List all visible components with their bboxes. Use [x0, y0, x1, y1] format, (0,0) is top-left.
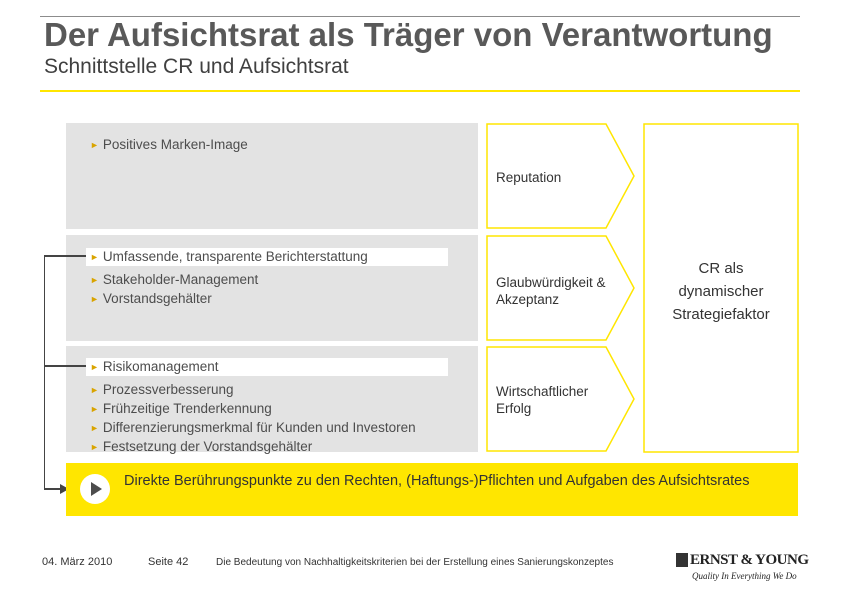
chevron-label-akzeptanz: Glaubwürdigkeit & Akzeptanz: [496, 275, 606, 307]
bullet-list-akzeptanz: [90, 248, 368, 309]
company-logo: [676, 552, 809, 588]
page-subtitle: Schnittstelle CR und Aufsichtsrat: [44, 55, 349, 78]
list-item: ► Positives Marken-Image: [90, 136, 248, 155]
title-underline: [40, 90, 800, 92]
chevron-label-erfolg: Wirtschaftlicher Erfolg: [496, 384, 589, 416]
logo-name: ERNST & YOUNG: [690, 552, 809, 568]
footer-date: 04. März 2010: [42, 556, 113, 568]
list-item: ► Risikomanagement: [90, 358, 416, 377]
list-item: ► Differenzierungsmerkmal für Kunden und Investoren: [90, 419, 416, 438]
bracket-connector: [44, 256, 45, 489]
page-title: Der Aufsichtsrat als Träger von Verantwortung: [44, 16, 773, 53]
list-item: ► Frühzeitige Trenderkennung: [90, 400, 416, 419]
result-box-label: CR als dynamischer Strategiefaktor: [672, 260, 770, 323]
list-item: ► Prozessverbesserung: [90, 381, 416, 400]
logo-tagline: Quality In Everything We Do: [692, 571, 797, 581]
list-item: ► Vorstandsgehälter: [90, 290, 368, 309]
footer-page: Seite 42: [148, 556, 189, 568]
bracket-top-line: [44, 255, 86, 257]
chevron-label-reputation: Reputation: [496, 170, 562, 185]
bullet-list-erfolg: [90, 358, 416, 457]
footer-caption: Die Bedeutung von Nachhaltigkeitskriterien bei der Erstellung eines Sanierungskonzeptes: [216, 557, 614, 568]
logo-mark-icon: [676, 553, 688, 567]
bracket-middle-line: [44, 365, 86, 367]
list-item: ► Umfassende, transparente Berichterstattung: [90, 248, 368, 267]
bullet-list-reputation: [90, 136, 248, 155]
list-item: ► Festsetzung der Vorstandsgehälter: [90, 438, 416, 457]
play-icon: [80, 474, 110, 504]
highlight-text: Direkte Berührungspunkte zu den Rechten, (Haftungs-)Pflichten und Aufgaben des Aufsichtsrates: [124, 473, 750, 489]
list-item: ► Stakeholder-Management: [90, 271, 368, 290]
